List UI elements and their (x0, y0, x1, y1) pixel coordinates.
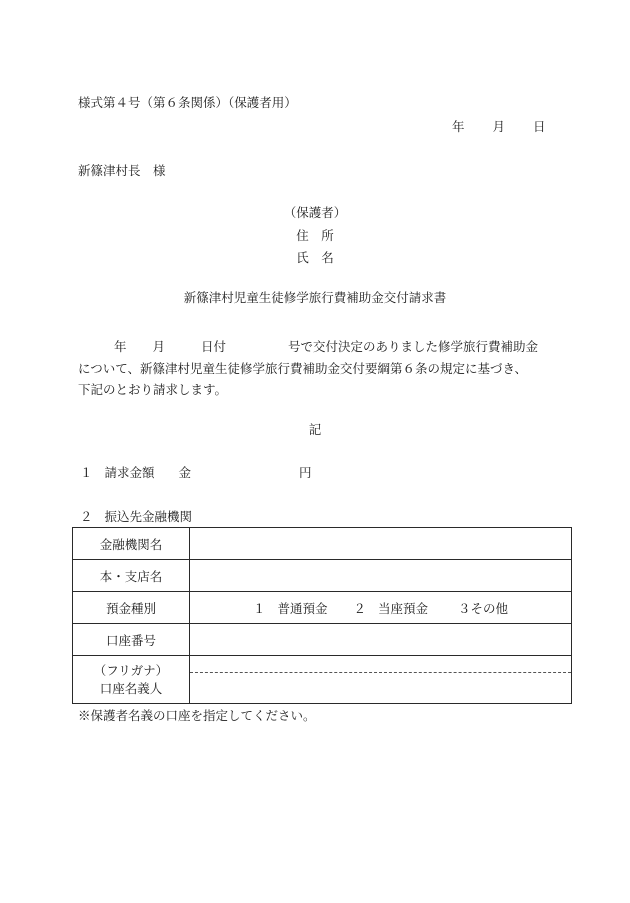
account-holder-label (73, 656, 190, 704)
option-current[interactable]: 当座預金 (378, 600, 429, 616)
table-row-deposit-type (73, 592, 572, 624)
request-number: １ (80, 465, 93, 480)
body-line-3: 下記のとおり請求します。 (78, 382, 228, 397)
request-amount-line (80, 467, 312, 480)
addressee: 新篠津村長 様 (78, 163, 166, 178)
table-row-institution (73, 528, 572, 560)
option-ordinary[interactable]: 普通預金 (277, 600, 328, 616)
ki-marker: 記 (308, 422, 322, 437)
date-year: 年 (452, 119, 465, 134)
deposit-type-options[interactable] (190, 592, 572, 624)
document-title: 新篠津村児童生徒修学旅行費補助金交付請求書 (183, 290, 447, 305)
branch-label: 本・支店名 (73, 560, 190, 592)
deposit-type-label: 預金種別 (73, 592, 190, 624)
request-label: 請求金額 (104, 465, 155, 480)
body-year: 年 (114, 339, 127, 354)
body-number-text: 号で交付決定のありました修学旅行費補助金 (288, 339, 539, 354)
furigana-divider (190, 672, 571, 673)
bank-section-title: 振込先金融機関 (104, 509, 193, 524)
table-row-branch (73, 560, 572, 592)
institution-label: 金融機関名 (73, 528, 190, 560)
account-number-field[interactable] (190, 624, 572, 656)
body-month: 月 (152, 339, 166, 354)
form-number: 様式第４号（第６条関係）（保護者用） (78, 95, 297, 110)
date-day: 日 (533, 119, 546, 134)
date-line (452, 121, 546, 134)
table-row-account-holder (73, 656, 572, 704)
table-row-account-number (73, 624, 572, 656)
guardian-heading: （保護者） (283, 205, 347, 220)
account-holder-field[interactable] (190, 656, 572, 704)
option-1-number: １ (252, 600, 266, 616)
guardian-name-label: 氏 名 (296, 250, 334, 265)
body-line-1 (78, 336, 558, 358)
body-line-2: について、新篠津村児童生徒修学旅行費補助金交付要綱第６条の規定に基づき、 (78, 360, 528, 376)
guardian-address-label: 住 所 (296, 228, 334, 243)
account-number-label: 口座番号 (73, 624, 190, 656)
option-other[interactable]: ３その他 (458, 600, 509, 616)
bank-section-heading (80, 511, 192, 524)
body-day: 日付 (201, 339, 227, 354)
account-note: ※保護者名義の口座を指定してください。 (78, 708, 316, 723)
body-paragraph (78, 336, 558, 401)
request-suffix: 円 (299, 465, 312, 480)
option-2-number: ２ (353, 600, 366, 616)
branch-field[interactable] (190, 560, 572, 592)
bank-section-number: ２ (80, 509, 93, 524)
institution-field[interactable] (190, 528, 572, 560)
holder-label: 口座名義人 (99, 680, 163, 696)
bank-table (72, 527, 572, 704)
date-month: 月 (492, 119, 506, 134)
furigana-label: （フリガナ） (93, 662, 169, 678)
request-prefix: 金 (178, 465, 192, 480)
